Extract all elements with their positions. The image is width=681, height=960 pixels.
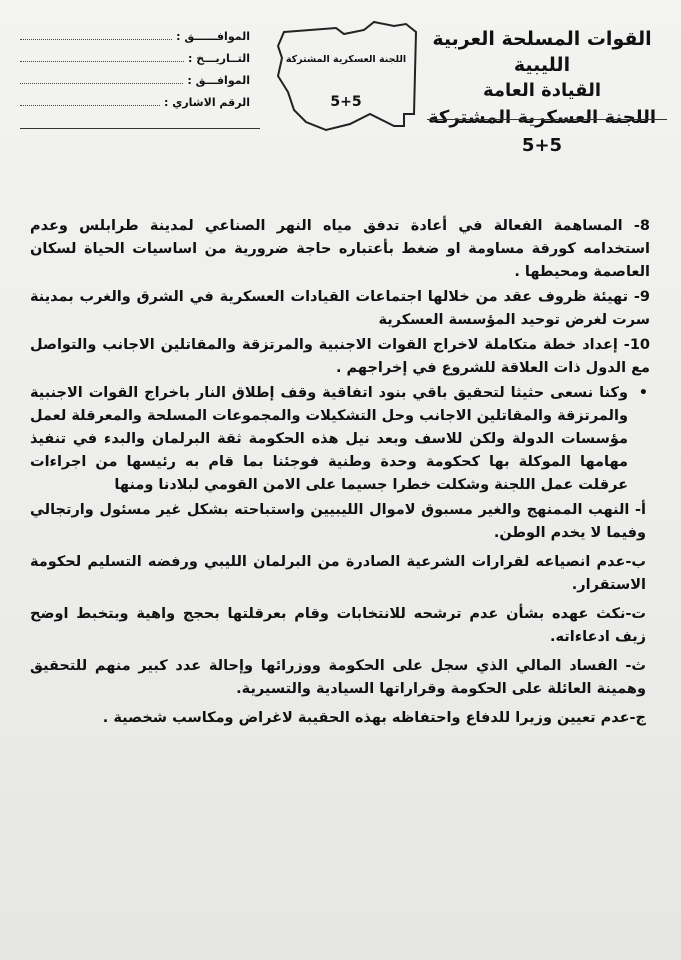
- sub-item-ta: ت-نكث عهده بشأن عدم ترشحه للانتخابات وقام بعرقلتها بحجج واهية وبتخبط اوضح زيف ادعاءاته.: [30, 606, 646, 645]
- reference-fields: [20, 30, 250, 118]
- sub-item-tha: ث- الفساد المالي الذي سجل على الحكومة ووزرائها وإحالة عدد كبير منهم للتحقيق وهمينة العائلة على الحكومة وقراراتها السيادية والتسيرية.: [30, 658, 646, 697]
- letterhead-divider-left: [20, 128, 260, 129]
- ref-field-date-hijri: الموافــــــق :: [20, 30, 250, 52]
- emblem-title: اللجنة العسكرية المشتركة: [285, 54, 407, 65]
- letterhead: [417, 26, 667, 160]
- bullet-paragraph: [30, 382, 650, 497]
- sub-item-ba: ب-عدم انصياعه لقرارات الشرعية الصادرة من البرلمان الليبي ورفضه التسليم لحكومة الاستقرار.: [30, 554, 646, 593]
- numbered-item-9: 9- تهيئة ظروف عقد من خلالها اجتماعات القيادات العسكرية في الشرق والغرب بمدينة سرت لغرض توحيد المؤسسة العسكرية: [30, 289, 650, 328]
- emblem-number: 5+5: [330, 94, 362, 110]
- letterhead-divider-right: [427, 119, 667, 120]
- letterhead-line-committee: اللجنة العسكرية المشتركة 5+5: [427, 107, 657, 156]
- ref-field-date: التــاريـــخ :: [20, 52, 250, 74]
- numbered-item-8: 8- المساهمة الفعالة في أعادة تدفق مياه النهر الصناعي لمدينة طرابلس وعدم استخدامه كورقة مساومة او ضغط بأعتباره حاجة ضرورية من اساسيات الحياة لسكان العاصمة ومحيطها .: [30, 218, 650, 280]
- ref-field-corresponding: الموافـــق :: [20, 74, 250, 96]
- committee-emblem: [266, 18, 426, 138]
- ref-field-reference-number: الرقم الاشاري :: [20, 96, 250, 118]
- letter-body: [30, 215, 650, 736]
- libya-map-outline-icon: [266, 18, 426, 138]
- numbered-item-10: 10- إعداد خطة متكاملة لاخراج القوات الاجنبية والمرتزقة والمقاتلين الاجانب والتواصل مع الدول ذات العلاقة للشروع في إخراجهم .: [30, 337, 650, 376]
- bullet-marker: •: [638, 385, 648, 401]
- sub-item-alef: أ- النهب الممنهج والغير مسبوق لاموال الليبيين واستباحته بشكل غير مسئول وارتجالي وفيما لا يخدم الوطن.: [30, 502, 646, 541]
- letterhead-line-general-command: القيادة العامة: [482, 80, 602, 101]
- letterhead-line-armed-forces: القوات المسلحة العربية الليبية: [432, 28, 652, 76]
- bullet-text: وكنا نسعى حثيثا لتحقيق باقي بنود اتفاقية وقف إطلاق النار باخراج القوات الاجنبية والمرتزقة والمقاتلين الاجانب وحل التشكيلات والمجموعات المسلحة والمعرقلة لعمل مؤسسات الدولة ولكن للاسف وبعد نيل هذه الحكومة ثقة البرلمان والبدء في تنفيذ مهامها الموكلة بها كحكومة وحدة وطنية فوجئنا بما قام به رئيسها من اجراءات عرقلت عمل اللجنة وشكلت خطرا جسيما على الامن القومي لبلادنا ومنها: [30, 385, 628, 493]
- sub-item-jim: ج-عدم تعيين وزيرا للدفاع واحتفاظه بهذه الحقيبة لاغراض ومكاسب شخصية .: [102, 710, 646, 726]
